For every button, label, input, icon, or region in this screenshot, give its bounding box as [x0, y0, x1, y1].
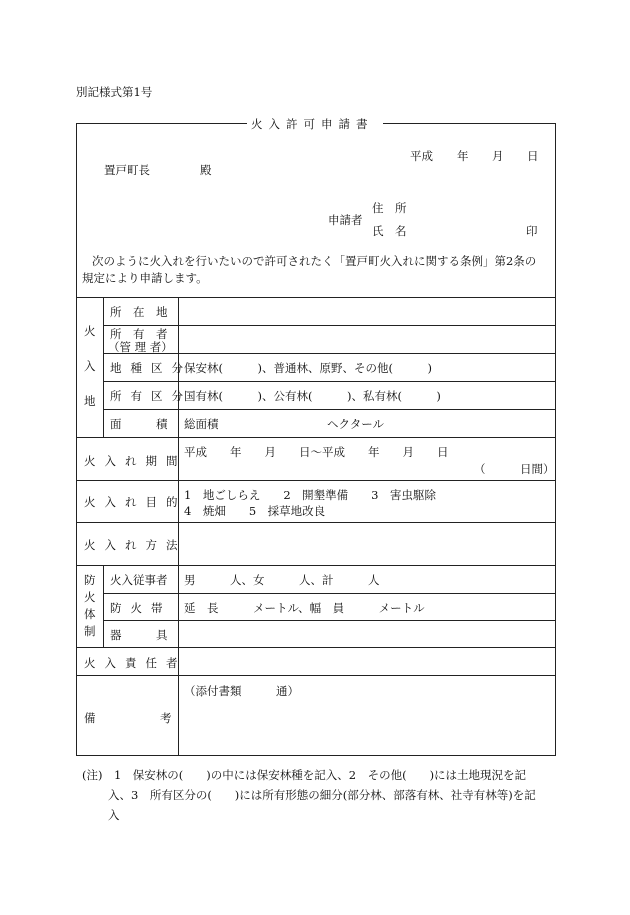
- land-group-label-1: 火: [84, 324, 96, 338]
- form-number: 別記様式第1号: [76, 85, 153, 99]
- land-class-label: 地種区分: [110, 361, 192, 375]
- addressee-honorific: 殿: [200, 163, 212, 177]
- area-unit: ヘクタール: [327, 417, 385, 431]
- equipment-label: 器 具: [110, 628, 168, 642]
- addressee-name: 置戸町長: [104, 163, 150, 177]
- fire-group-label-2: 火: [84, 590, 96, 604]
- fire-group-label-1: 防: [84, 573, 96, 587]
- workers-label: 火入従事者: [110, 573, 168, 587]
- purpose-line1: 1 地ごしらえ 2 開墾準備 3 害虫駆除: [184, 488, 436, 502]
- footnote-line3: 入: [108, 808, 120, 822]
- applicant-name-label: 氏 名: [372, 224, 407, 238]
- applicant-address-label: 住 所: [372, 201, 407, 215]
- top-border-left: [76, 123, 248, 124]
- seal-mark: 印: [526, 224, 538, 238]
- period-label: 火入れ期間: [84, 454, 187, 468]
- purpose-line2: 4 焼畑 5 採草地改良: [184, 504, 326, 518]
- date-day: 日: [527, 149, 539, 163]
- land-group-label-3: 地: [84, 394, 96, 408]
- owner-label: 所 有 者: [110, 327, 168, 341]
- purpose-label: 火入れ目的: [84, 495, 187, 509]
- fire-group-label-4: 制: [84, 624, 96, 638]
- location-label: 所 在 地: [110, 305, 168, 319]
- firebreak-value: 延 長 メートル、幅 員 メートル: [184, 601, 425, 615]
- intro-text-line1: 次のように火入れを行いたいので許可されたく「置戸町火入れに関する条例」第2条の: [92, 254, 537, 268]
- remarks-label-1: 備: [84, 711, 96, 725]
- area-label: 面 積: [110, 417, 168, 431]
- fire-group-label-3: 体: [84, 607, 96, 621]
- date-year: 年: [457, 149, 469, 163]
- intro-text-line2: 規定により申請します。: [82, 271, 208, 285]
- remarks-label-2: 考: [160, 711, 172, 725]
- manager-label: （管 理 者）: [108, 340, 173, 354]
- land-class-value: 保安林( )、普通林、原野、その他( ): [184, 361, 432, 375]
- period-range: 平成 年 月 日～平成 年 月 日: [184, 445, 449, 459]
- area-total-label: 総面積: [184, 417, 219, 431]
- applicant-label: 申請者: [328, 213, 363, 227]
- attachments-value: （添付書類 通）: [184, 684, 299, 698]
- date-era: 平成: [410, 149, 433, 163]
- footnote-line1: (注) 1 保安林の( )の中には保安林種を記入、2 その他( )には土地現況を記: [82, 768, 527, 782]
- method-label: 火入れ方法: [84, 538, 187, 552]
- land-group-label-2: 入: [84, 359, 96, 373]
- period-days: （ 日間）: [474, 462, 555, 476]
- responsible-label: 火入責任者: [84, 656, 187, 670]
- footnote-line2: 入、3 所有区分の( )には所有形態の細分(部分林、部落有林、社寺有林等)を記: [108, 788, 536, 802]
- form-title: 火入許可申請書: [247, 116, 378, 132]
- footnote: [82, 765, 560, 825]
- firebreak-label: 防火帯: [110, 601, 172, 615]
- date-month: 月: [492, 149, 504, 163]
- workers-value: 男 人、女 人、計 人: [184, 573, 380, 587]
- ownership-label: 所有区分: [110, 389, 192, 403]
- top-border-right: [383, 123, 556, 124]
- ownership-value: 国有林( )、公有林( )、私有林( ): [184, 389, 441, 403]
